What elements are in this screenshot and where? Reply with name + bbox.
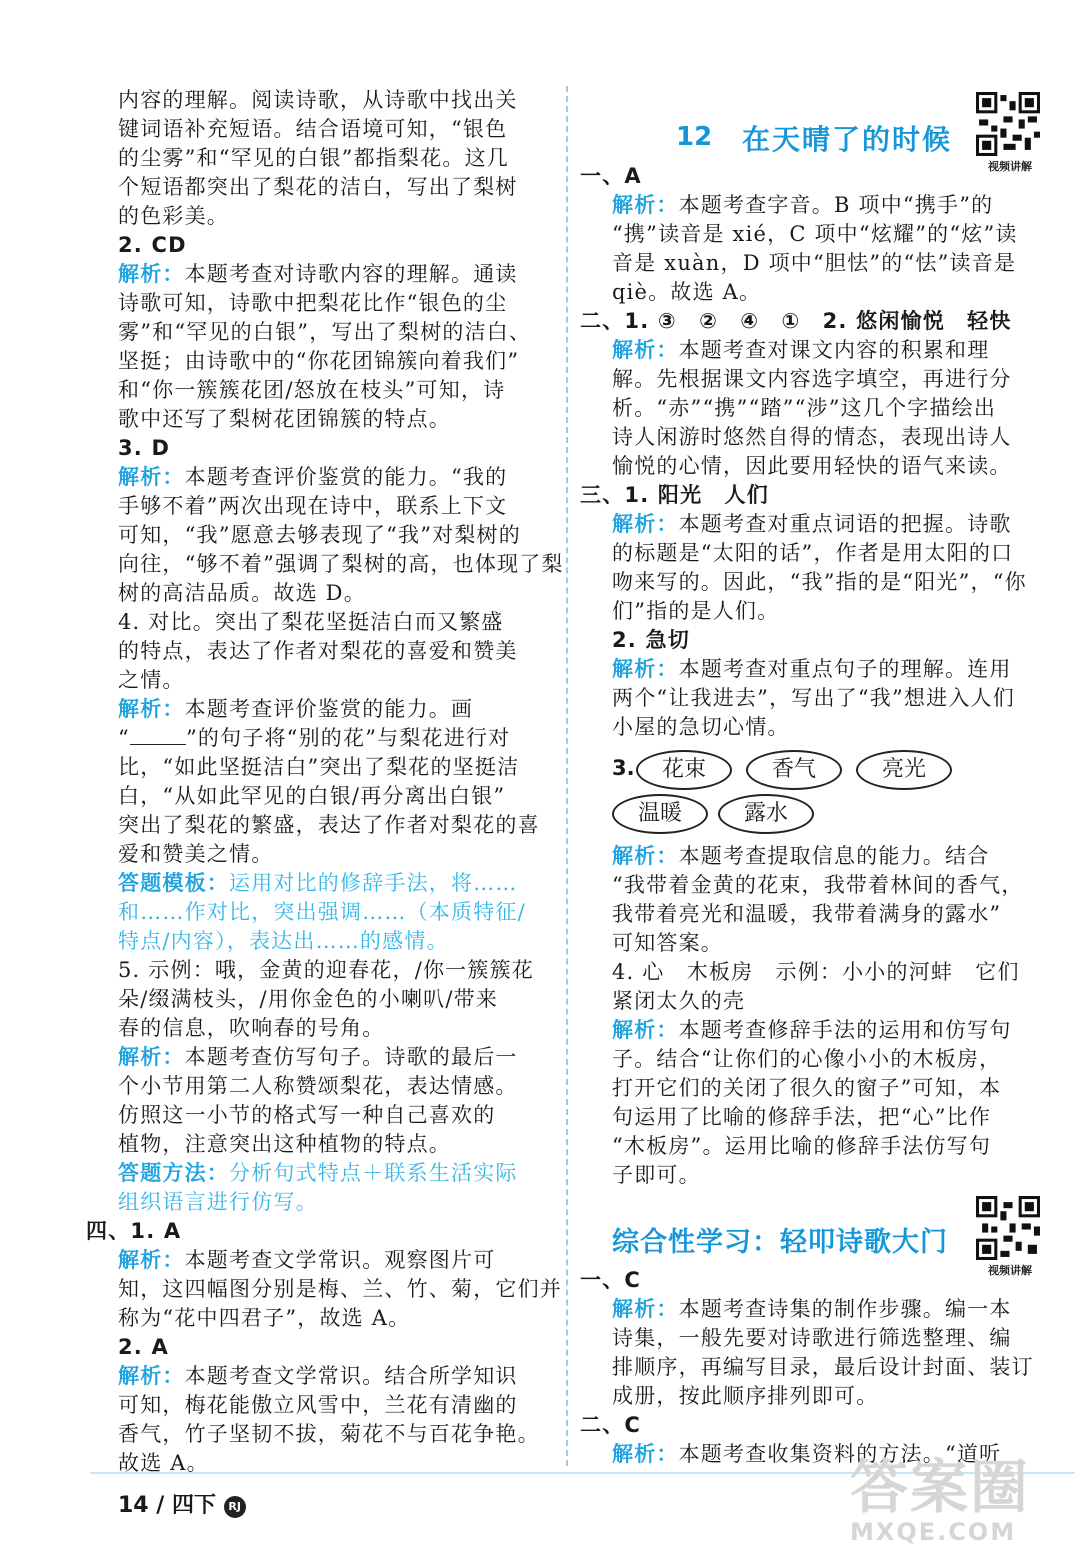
oval-answer: 亮光 <box>856 750 952 790</box>
text-line: 称为“花中四君子”，故选 A。 <box>118 1306 411 1330</box>
text-line: 本题考查评价鉴赏的能力。“我的 <box>184 465 508 489</box>
page-label: 14 / 四下 <box>118 1493 216 1518</box>
lesson-title: 在天晴了的时候 <box>742 123 953 156</box>
answer-q4: 4. 对比。突出了梨花坚挺洁白而又繁盛 <box>118 610 504 634</box>
text-line: 植物，注意突出这种植物的特点。 <box>118 1132 451 1156</box>
text-line: 本题考查诗集的制作步骤。编一本 <box>678 1297 1012 1321</box>
text-line: 我带着亮光和温暖，我带着满身的露水” <box>612 902 1002 926</box>
answer-q3: 3. D <box>118 436 171 460</box>
text-line: 可知，梅花能傲立风雪中，兰花有清幽的 <box>118 1393 518 1417</box>
text-line: 吻来写的。因此，“我”指的是“阳光”，“你 <box>612 570 1027 594</box>
text-line: ”的句子将“别的花”与梨花进行对 <box>185 726 511 750</box>
answer-s4-q2: 2. A <box>118 1335 169 1359</box>
page-number <box>118 1488 246 1519</box>
section-header <box>612 1190 1032 1277</box>
text-line: 之情。 <box>118 668 185 692</box>
template-text: 和……作对比，突出强调……（本质特征/ <box>118 900 526 924</box>
method-text: 分析句式特点＋联系生活实际 <box>229 1161 518 1185</box>
text-line: 仿照这一小节的格式写一种自己喜欢的 <box>118 1103 496 1127</box>
text-line: 诗人闲游时悠然自得的情态，表现出诗人 <box>612 425 1012 449</box>
text-line: 本题考查字音。B 项中“携手”的 <box>678 193 994 217</box>
text-line: 个短语都突出了梨花的洁白，写出了梨树 <box>118 175 518 199</box>
text-line: 的特点，表达了作者对梨花的喜爱和赞美 <box>118 639 518 663</box>
text-line: 春的信息，吹响春的号角。 <box>118 1016 385 1040</box>
section-one-answer: 一、C <box>580 1268 642 1292</box>
method-label: 答题方法： <box>118 1161 229 1185</box>
analysis-label: 解析： <box>612 1018 679 1042</box>
analysis-label: 解析： <box>612 1442 679 1466</box>
analysis-label: 解析： <box>118 697 185 721</box>
oval-answers-row-1 <box>612 748 1032 792</box>
text-line: 键词语补充短语。结合语境可知，“银色 <box>118 117 508 141</box>
text-line: 本题考查文学常识。观察图片可 <box>184 1248 496 1272</box>
text-line: 子即可。 <box>612 1163 701 1187</box>
text-line: 香气，竹子坚韧不拔，菊花不与百花争艳。 <box>118 1422 540 1446</box>
qr-code[interactable] <box>976 92 1044 174</box>
text-line: 小屋的急切心情。 <box>612 715 790 739</box>
analysis-label: 解析： <box>118 1045 185 1069</box>
text-line: 成册，按此顺序排列即可。 <box>612 1384 879 1408</box>
answer-s3-q4: 4. 心 木板房 示例：小小的河蚌 它们 <box>612 960 1020 984</box>
text-line: 歌中还写了梨树花团锦簇的特点。 <box>118 407 451 431</box>
column-divider <box>566 86 568 1466</box>
section-two-answer: 二、1. ③ ② ④ ① 2. 悠闲愉悦 轻快 <box>580 309 1012 333</box>
text-line: 排顺序，再编写目录，最后设计封面、装订 <box>612 1355 1034 1379</box>
analysis-label: 解析： <box>612 657 679 681</box>
text-line: 坚挺；由诗歌中的“你花团锦簇向着我们” <box>118 349 520 373</box>
text-line: 本题考查文学常识。结合所学知识 <box>184 1364 518 1388</box>
text-line: 诗集，一般先要对诗歌进行筛选整理、编 <box>612 1326 1012 1350</box>
analysis-label: 解析： <box>118 1248 185 1272</box>
lesson-header <box>612 86 1032 173</box>
text-line: 个小节用第二人称赞颂梨花，表达情感。 <box>118 1074 518 1098</box>
oval-answer: 温暖 <box>612 794 708 834</box>
text-line: 析。“赤”“携”“踏”“涉”这几个字描绘出 <box>612 396 997 420</box>
text-line: “携”读音是 xié，C 项中“炫耀”的“炫”读 <box>612 222 1018 246</box>
text-line: 本题考查仿写句子。诗歌的最后一 <box>184 1045 518 1069</box>
text-line: 诗歌可知，诗歌中把梨花比作“银色的尘 <box>118 291 508 315</box>
text-line: 爱和赞美之情。 <box>118 842 274 866</box>
text-line: 的标题是“太阳的话”，作者是用太阳的口 <box>612 541 1014 565</box>
text-line: 比，“如此坚挺洁白”突出了梨花的坚挺洁 <box>118 755 520 779</box>
section-one-answer: 一、A <box>580 164 642 188</box>
analysis-label: 解析： <box>612 844 679 868</box>
text-line: 子。结合“让你们的心像小小的木板房， <box>612 1047 1002 1071</box>
text-line: 本题考查对重点词语的把握。诗歌 <box>678 512 1012 536</box>
qr-caption: 视频讲解 <box>988 160 1032 173</box>
text-line: 手够不着”两次出现在诗中，联系上下文 <box>118 494 508 518</box>
section-two-answer: 二、C <box>580 1413 642 1437</box>
text-line: 内容的理解。阅读诗歌，从诗歌中找出关 <box>118 88 518 112</box>
text-line: 本题考查对诗歌内容的理解。通读 <box>184 262 518 286</box>
edition-badge-icon: RJ <box>224 1496 246 1518</box>
watermark-text: 答案圈 <box>850 1453 1031 1521</box>
text-line: 本题考查评价鉴赏的能力。画 <box>184 697 474 721</box>
text-line: 朵/缀满枝头，/用你金色的小喇叭/带来 <box>118 987 499 1011</box>
text-line: 的色彩美。 <box>118 204 229 228</box>
text-line: “ <box>118 726 130 750</box>
oval-answer: 香气 <box>746 750 842 790</box>
text-line: 音是 xuàn，D 项中“胆怯”的“怯”读音是 <box>612 251 1017 275</box>
analysis-label: 解析： <box>612 193 679 217</box>
text-line: 白，“从如此罕见的白银/再分离出白银” <box>118 784 506 808</box>
section-four-heading: 四、1. A <box>86 1219 182 1243</box>
analysis-label: 解析： <box>612 338 679 362</box>
qr-code-icon <box>976 92 1040 156</box>
template-text: 特点/内容），表达出……的感情。 <box>118 929 449 953</box>
oval-answer: 露水 <box>718 794 814 834</box>
text-line: 可知，“我”愿意去够表现了“我”对梨树的 <box>118 523 521 547</box>
text-line: 的尘雾”和“罕见的白银”都指梨花。这几 <box>118 146 510 170</box>
template-label: 答题模板： <box>118 871 229 895</box>
text-line: 紧闭太久的壳 <box>612 989 746 1013</box>
text-line: 解。先根据课文内容选字填空，再进行分 <box>612 367 1012 391</box>
analysis-label: 解析： <box>118 465 185 489</box>
lesson-number: 12 <box>676 122 713 152</box>
method-text: 组织语言进行仿写。 <box>118 1190 318 1214</box>
answer-q2: 2. CD <box>118 233 187 257</box>
qr-code-icon <box>976 1196 1040 1260</box>
text-line: 可知答案。 <box>612 931 723 955</box>
section-title: 综合性学习：轻叩诗歌大门 <box>612 1227 948 1258</box>
text-line: 打开它们的关闭了很久的窗子”可知，本 <box>612 1076 1002 1100</box>
text-line: 愉悦的心情，因此要用轻快的语气来读。 <box>612 454 1012 478</box>
answer-s3-q3: 3. <box>612 756 635 780</box>
analysis-label: 解析： <box>118 262 185 286</box>
answer-q5: 5. 示例：哦，金黄的迎春花，/你一簇簇花 <box>118 958 534 982</box>
text-line: 突出了梨花的繁盛，表达了作者对梨花的喜 <box>118 813 540 837</box>
text-line: 知，这四幅图分别是梅、兰、竹、菊，它们并 <box>118 1277 562 1301</box>
text-line: 向往，“够不着”强调了梨树的高，也体现了梨 <box>118 552 564 576</box>
text-line: 本题考查对重点句子的理解。连用 <box>678 657 1012 681</box>
text-line: “我带着金黄的花束，我带着林间的香气， <box>612 873 1024 897</box>
text-line: 们”指的是人们。 <box>612 599 780 623</box>
text-line: 雾”和“罕见的白银”，写出了梨树的洁白、 <box>118 320 532 344</box>
oval-answers-row-2 <box>612 792 1032 836</box>
analysis-label: 解析： <box>118 1364 185 1388</box>
text-line: 和“你一簇簇花团/怒放在枝头”可知，诗 <box>118 378 506 402</box>
analysis-label: 解析： <box>612 512 679 536</box>
text-line: 句运用了比喻的修辞手法，把“心”比作 <box>612 1105 992 1129</box>
text-line: 本题考查对课文内容的积累和理 <box>678 338 990 362</box>
answer-s3-q2: 2. 急切 <box>612 628 690 652</box>
qr-code[interactable] <box>976 1196 1044 1278</box>
text-line: 本题考查修辞手法的运用和仿写句 <box>678 1018 1012 1042</box>
text-line: qiè。故选 A。 <box>612 280 762 304</box>
watermark-url: MXQE.COM <box>850 1518 1017 1546</box>
analysis-label: 解析： <box>612 1297 679 1321</box>
text-line: 故选 A。 <box>118 1451 209 1475</box>
text-line: 本题考查收集资料的方法。“道听 <box>678 1442 1002 1466</box>
template-text: 运用对比的修辞手法，将…… <box>229 871 518 895</box>
text-line: 两个“让我进去”，写出了“我”想进入人们 <box>612 686 1015 710</box>
oval-answer: 花束 <box>636 750 732 790</box>
left-column <box>86 86 564 1478</box>
qr-caption: 视频讲解 <box>988 1264 1032 1277</box>
text-line: “木板房”。运用比喻的修辞手法仿写句 <box>612 1134 992 1158</box>
right-column <box>580 86 1034 1469</box>
section-three-answer: 三、1. 阳光 人们 <box>580 483 769 507</box>
text-line: 树的高洁品质。故选 D。 <box>118 581 366 605</box>
text-line: 本题考查提取信息的能力。结合 <box>678 844 990 868</box>
watermark <box>850 1440 1030 1546</box>
blank-line <box>130 726 186 745</box>
